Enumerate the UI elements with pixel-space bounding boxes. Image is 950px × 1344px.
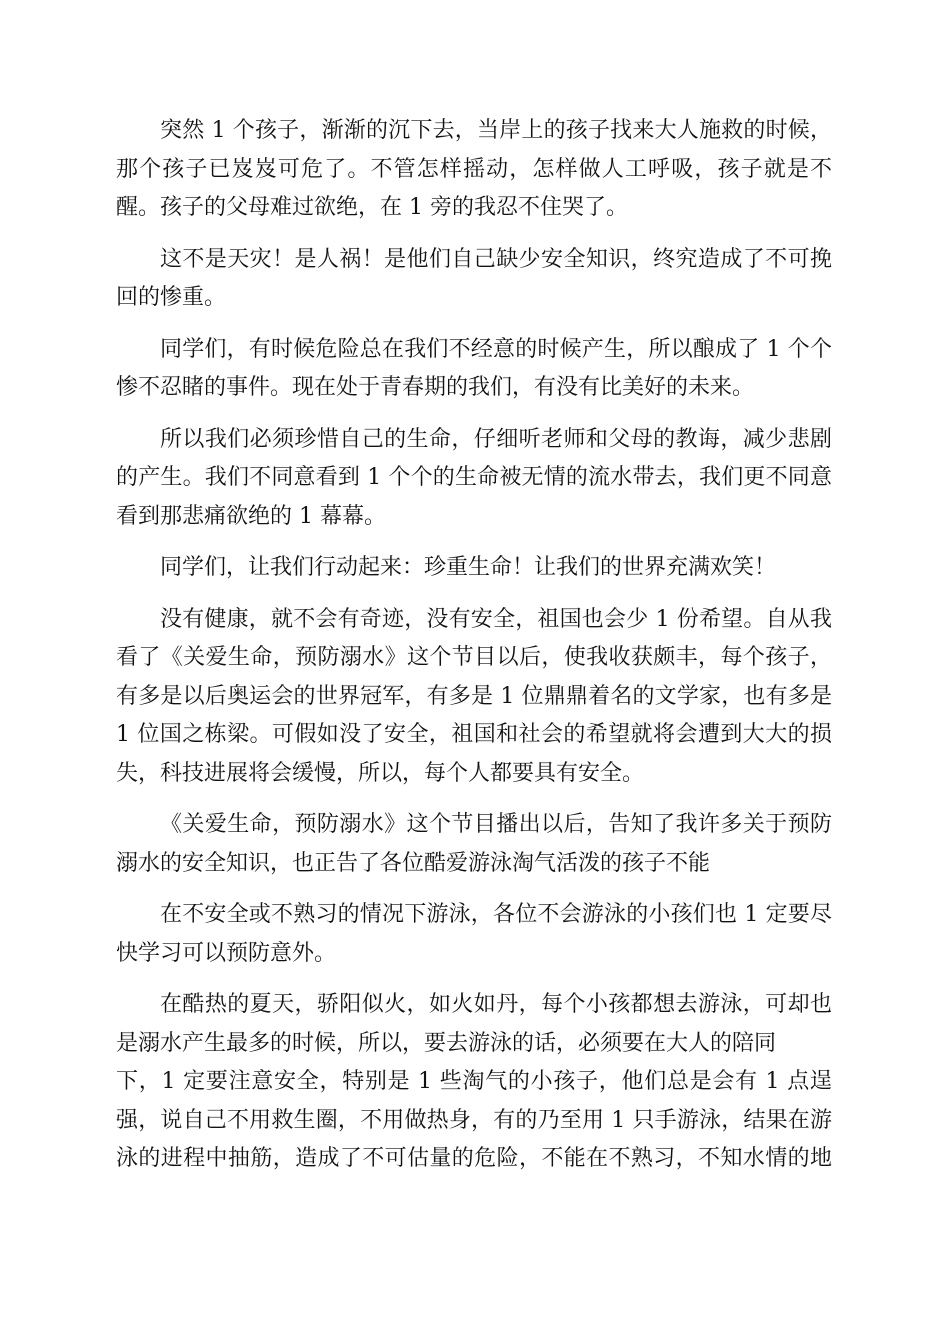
- text-line: 同学们，让我们行动起来：珍重生命！让我们的世界充满欢笑！: [160, 555, 777, 580]
- paragraph-5: [116, 549, 832, 588]
- text-line: 下，1 定要注意安全，特别是 1 些淘气的小孩子，他们总是会有 1 点逞: [116, 1069, 832, 1094]
- text-line: 没有健康，就不会有奇迹，没有安全，祖国也会少 1 份希望。自从我: [160, 606, 832, 632]
- text-line: 溺水的安全知识，也正告了各位酷爱游泳淘气活泼的孩子不能: [116, 850, 711, 876]
- text-line: 那个孩子已岌岌可危了。不管怎样摇动，怎样做人工呼吸，孩子就是不: [116, 156, 832, 182]
- text-line: 失，科技进展将会缓慢，所以，每个人都要具有安全。: [116, 760, 645, 786]
- paragraph-4: [116, 421, 832, 537]
- text-line: 回的惨重。: [116, 285, 227, 310]
- text-line: 强，说自己不用救生圈，不用做热身，有的乃至用 1 只手游泳，结果在游: [116, 1107, 832, 1133]
- text-line: 突然 1 个孩子，渐渐的沉下去，当岸上的孩子找来大人施救的时候，: [160, 118, 832, 143]
- text-line: 在酷热的夏天，骄阳似火，如火如丹，每个小孩都想去游泳，可却也: [160, 992, 832, 1017]
- document-body: [116, 112, 832, 1192]
- text-line: 醒。孩子的父母难过欲绝，在 1 旁的我忍不住哭了。: [116, 195, 628, 220]
- text-line: 惨不忍睹的事件。现在处于青春期的我们，有没有比美好的未来。: [116, 375, 755, 400]
- text-line: 在不安全或不熟习的情况下游泳，各位不会游泳的小孩们也 1 定要尽: [160, 902, 832, 927]
- paragraph-7: [116, 806, 832, 883]
- text-line: 看了《关爱生命，预防溺水》这个节目以后，使我收获颇丰，每个孩子，: [116, 645, 832, 670]
- text-line: 有多是以后奥运会的世界冠军，有多是 1 位鼎鼎着名的文学家，也有多是: [116, 683, 832, 709]
- paragraph-2: [116, 241, 832, 318]
- text-line: 这不是天灾！是人祸！是他们自己缺少安全知识，终究造成了不可挽: [160, 246, 832, 272]
- text-line: 泳的进程中抽筋，造成了不可估量的危险，不能在不熟习，不知水情的地: [116, 1146, 832, 1171]
- paragraph-6: [116, 601, 832, 794]
- text-line: 是溺水产生最多的时候，所以，要去游泳的话，必须要在大人的陪同: [116, 1030, 777, 1056]
- paragraph-1: [116, 112, 832, 228]
- text-line: 《关爱生命，预防溺水》这个节目播出以后，告知了我许多关于预防: [160, 812, 832, 837]
- paragraph-9: [116, 986, 832, 1179]
- paragraph-3: [116, 331, 832, 408]
- text-line: 看到那悲痛欲绝的 1 幕幕。: [116, 503, 386, 529]
- paragraph-8: [116, 896, 832, 973]
- text-line: 1 位国之栋梁。可假如没了安全，祖国和社会的希望就将会遭到大大的损: [116, 722, 832, 747]
- text-line: 快学习可以预防意外。: [116, 940, 337, 966]
- text-line: 同学们，有时候危险总在我们不经意的时候产生，所以酿成了 1 个个: [160, 336, 832, 362]
- text-line: 所以我们必须珍惜自己的生命，仔细听老师和父母的教诲，减少悲剧: [160, 426, 832, 452]
- text-line: 的产生。我们不同意看到 1 个个的生命被无情的流水带去，我们更不同意: [116, 465, 832, 490]
